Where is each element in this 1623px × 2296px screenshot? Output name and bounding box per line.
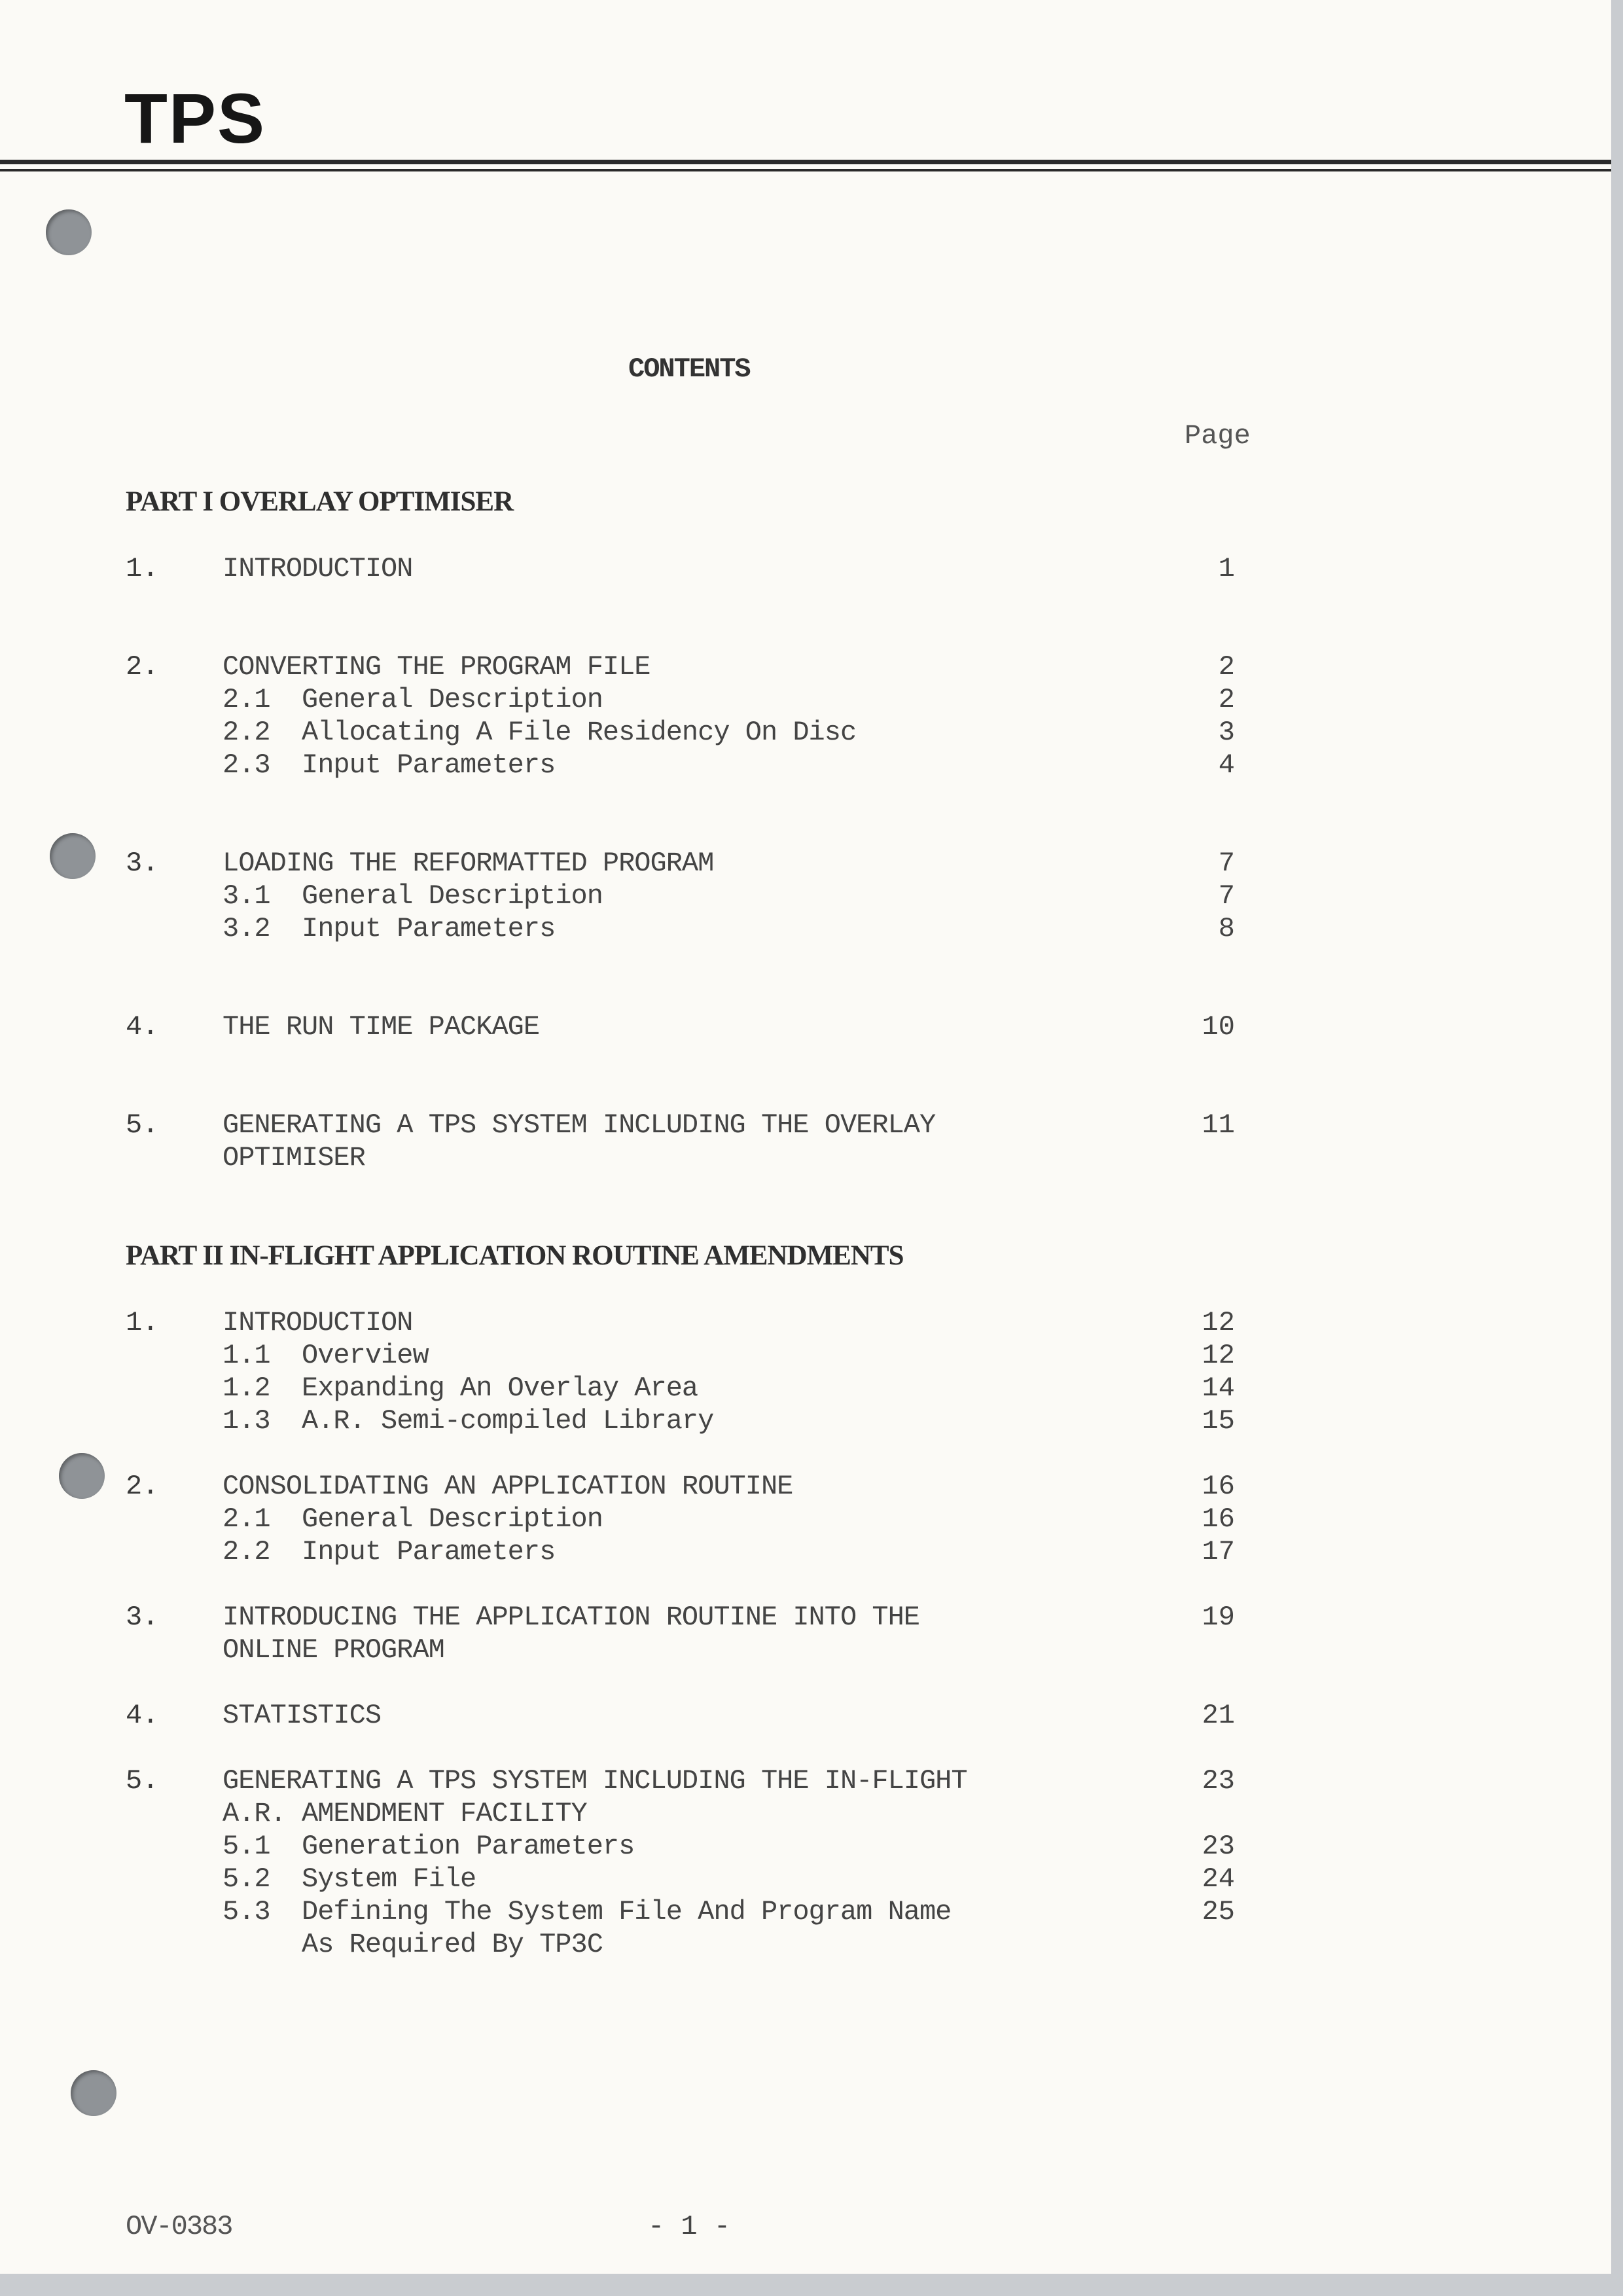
toc-label: 5.2 System File [223,1863,476,1895]
toc-number: 1. [126,553,159,584]
toc-page: 10 [1202,1011,1235,1043]
toc-page: 17 [1202,1536,1235,1568]
page-column-label: Page [1185,420,1251,452]
toc-row [0,847,1611,880]
toc-page: 1 [1218,553,1235,584]
toc-row [0,1141,1611,1174]
toc-row [0,1634,1611,1666]
toc-label: GENERATING A TPS SYSTEM INCLUDING THE OVERLAY [223,1109,936,1141]
toc-number: 5. [126,1765,159,1797]
toc-label: 1.3 A.R. Semi-compiled Library [223,1405,714,1437]
toc-label: CONVERTING THE PROGRAM FILE [223,651,651,683]
toc-label: 2.2 Allocating A File Residency On Disc [223,717,857,748]
toc-page: 3 [1218,717,1235,748]
toc-row [0,749,1611,781]
toc-label: As Required By TP3C [223,1929,603,1960]
toc-row [0,716,1611,749]
toc-page: 7 [1218,880,1235,912]
toc-page: 15 [1202,1405,1235,1437]
toc-row [0,1011,1611,1043]
toc-row [0,1372,1611,1405]
document-code: OV-0383 [126,2211,232,2242]
toc-page: 23 [1202,1831,1235,1862]
toc-row [0,1830,1611,1863]
binder-hole [71,2070,116,2116]
toc-label: 1.2 Expanding An Overlay Area [223,1372,698,1404]
toc-row [0,1765,1611,1797]
toc-label: 2.2 Input Parameters [223,1536,556,1568]
toc-page: 19 [1202,1602,1235,1633]
toc-number: 2. [126,1471,159,1502]
toc-label: INTRODUCTION [223,553,413,584]
toc-row [0,552,1611,585]
toc-label: 5.3 Defining The System File And Program Name [223,1896,952,1928]
toc-page: 11 [1202,1109,1235,1141]
toc-label: 2.1 General Description [223,684,603,715]
toc-row [0,1601,1611,1634]
binder-hole [46,209,92,255]
part-2-title: PART II IN-FLIGHT APPLICATION ROUTINE AMENDMENTS [126,1240,904,1271]
header-rule-thin [0,169,1611,171]
toc-label: 2.3 Input Parameters [223,749,556,781]
header-rule-thick [0,160,1611,164]
toc-row [0,1405,1611,1437]
part-1-title: PART I OVERLAY OPTIMISER [126,486,514,517]
toc-page: 23 [1202,1765,1235,1797]
toc-label: GENERATING A TPS SYSTEM INCLUDING THE IN-FLIGHT [223,1765,967,1797]
toc-number: 1. [126,1307,159,1338]
toc-number: 4. [126,1700,159,1731]
contents-title: CONTENTS [628,353,750,385]
toc-number: 3. [126,848,159,879]
toc-label: INTRODUCING THE APPLICATION ROUTINE INTO THE [223,1602,919,1633]
toc-page: 8 [1218,913,1235,944]
toc-row [0,651,1611,683]
toc-row [0,1928,1611,1961]
toc-label: LOADING THE REFORMATTED PROGRAM [223,848,714,879]
toc-label: 3.1 General Description [223,880,603,912]
toc-label: STATISTICS [223,1700,382,1731]
toc-page: 24 [1202,1863,1235,1895]
toc-row [0,1797,1611,1830]
toc-row [0,1535,1611,1568]
toc-row [0,1699,1611,1732]
toc-row [0,683,1611,716]
toc-label: ONLINE PROGRAM [223,1634,444,1666]
toc-label: 3.2 Input Parameters [223,913,556,944]
toc-row [0,1339,1611,1372]
toc-label: A.R. AMENDMENT FACILITY [223,1798,587,1829]
toc-number: 4. [126,1011,159,1043]
toc-number: 2. [126,651,159,683]
page-number: - 1 - [648,2211,731,2242]
toc-row [0,1863,1611,1895]
toc-label: OPTIMISER [223,1142,365,1174]
toc-row [0,1306,1611,1339]
toc-row [0,1503,1611,1535]
toc-label: 1.1 Overview [223,1340,429,1371]
toc-page: 14 [1202,1372,1235,1404]
toc-page: 4 [1218,749,1235,781]
toc-row [0,912,1611,945]
toc-page: 12 [1202,1307,1235,1338]
toc-page: 7 [1218,848,1235,879]
toc-page: 12 [1202,1340,1235,1371]
toc-label: 5.1 Generation Parameters [223,1831,635,1862]
toc-row [0,1895,1611,1928]
toc-page: 25 [1202,1896,1235,1928]
toc-label: THE RUN TIME PACKAGE [223,1011,540,1043]
toc-page: 16 [1202,1471,1235,1502]
toc-number: 3. [126,1602,159,1633]
tps-logo: TPS [124,79,266,158]
toc-page: 21 [1202,1700,1235,1731]
toc-row [0,1109,1611,1141]
toc-label: 2.1 General Description [223,1503,603,1535]
toc-page: 16 [1202,1503,1235,1535]
toc-label: CONSOLIDATING AN APPLICATION ROUTINE [223,1471,793,1502]
toc-page: 2 [1218,651,1235,683]
toc-row [0,880,1611,912]
toc-page: 2 [1218,684,1235,715]
toc-number: 5. [126,1109,159,1141]
toc-label: INTRODUCTION [223,1307,413,1338]
toc-row [0,1470,1611,1503]
